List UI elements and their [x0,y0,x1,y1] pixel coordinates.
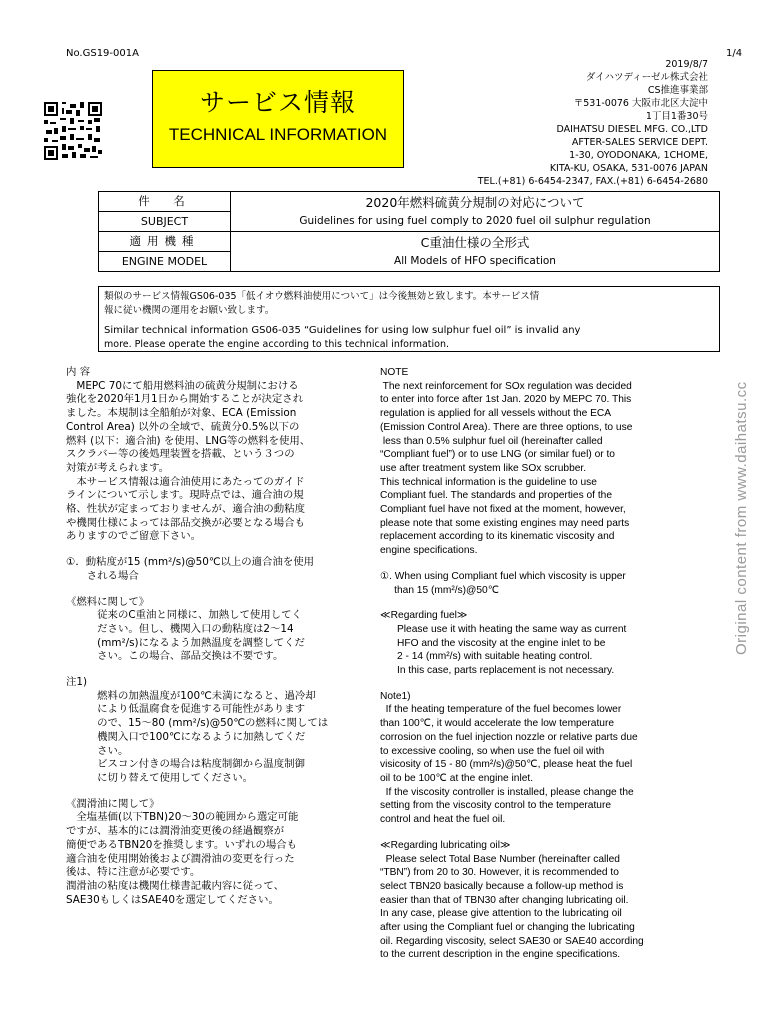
text-line: 燃料の加熱温度が100℃未満になると、過冷却 [66,689,316,702]
en-heading: NOTE [380,367,409,378]
text-line: により低温腐食を促進する可能性があります [66,703,305,716]
text-line: to the current description in the engine specifications. [380,949,621,961]
text-line: to excessive cooling, so when use the fuel oil with [380,745,605,757]
text-line: The next reinforcement for SOx regulation was decided [380,380,632,392]
document-number: No.GS19-001A [66,48,139,59]
text-line: This technical information is the guideline to use [380,476,597,488]
jp-intro [66,380,366,544]
text-line: 適合油を使用開始後および潤滑油の変更を行った [66,852,295,865]
text-line: ありますのでご留意下さい。 [66,530,202,543]
text-line: ださい。但し、機関入口の動粘度は2～14 [66,622,294,635]
notice-en-line2: more. Please operate the engine according to this technical information. [104,338,450,350]
subject-table [98,191,720,272]
text-line: ≪Regarding fuel≫ [380,610,468,622]
en-lube-section [380,839,680,962]
subject-label-jp: 件 名 [138,194,191,208]
qr-code-icon [44,102,102,160]
address-jp-line2: 1丁目1番30号 [645,111,708,122]
text-line: after using the Compliant fuel or changing the lubricating [380,922,635,934]
engine-value-cell [231,232,720,272]
text-line: In any case, please give attention to the lubricating oil [380,908,622,920]
date: 2019/8/7 [665,59,708,70]
jp-item1 [66,556,366,583]
text-line: ①．動粘度が15 (mm²/s)@50℃以上の適合油を使用 [66,556,315,569]
text-line: Please select Total Base Number (hereinafter called [380,853,620,865]
text-line: 燃料 (以下：適合油) を使用、LNG等の燃料を使用、 [66,434,311,447]
notice-jp-line1: 類似のサービス情報GS06-035「低イオウ燃料油使用について」は今後無効と致します。本サービス情 [104,291,540,302]
text-line: select TBN20 basically because a follow-up method is [380,880,624,892]
tel-fax: TEL.(+81) 6-6454-2347, FAX.(+81) 6-6454-2680 [477,176,708,187]
text-line: regulation is applied for all vessels without the ECA [380,408,612,420]
page-number: 1/4 [726,48,743,59]
text-line: use after treatment system like SOx scrubber. [380,462,587,474]
text-line: than 15 (mm²/s)@50℃ [380,584,500,596]
engine-label-jp: 適用機種 [129,234,200,248]
jp-fuel-section [66,596,366,665]
notice-jp-line2: 報に従い機関の運用をお願い致します。 [104,304,275,316]
engine-label-en: ENGINE MODEL [99,251,230,271]
watermark-text: Original content from www.daihatsu.cc [733,381,750,655]
notice-en-line1: Similar technical information GS06-035 “Guidelines for using low sulphur fuel oil” is invalid any [104,325,581,336]
japanese-column [66,366,366,907]
engine-en: All Models of HFO specification [394,254,556,267]
address-en-line2: KITA-KU, OSAKA, 531-0076 JAPAN [549,163,708,174]
text-line: ビスコン付きの場合は粘度制御から温度制御 [66,758,305,771]
engine-jp: C重油仕様の全形式 [420,234,530,250]
text-line: oil to be 100℃ at the engine inlet. [380,772,534,784]
text-line: control and heat the fuel oil. [380,814,506,826]
company-name-en: DAIHATSU DIESEL MFG. CO.,LTD [556,124,708,135]
address-jp-line1: 〒531-0076 大阪市北区大淀中 [573,98,708,109]
text-line: In this case, parts replacement is not necessary. [380,665,615,677]
text-line: ラインについて示します。現時点では、適合油の規 [66,489,304,502]
subject-en: Guidelines for using fuel comply to 2020 fuel oil sulphur regulation [299,214,651,227]
text-line: please note that some existing engines may need parts [380,517,630,529]
text-line: 機関入口で100℃になるように加熱してくだ [66,730,306,743]
jp-lube-section [66,798,366,908]
text-line: Compliant fuel. The standards and properties of the [380,490,612,502]
text-line: easier than that of TBN30 after changing lubricating oil. [380,894,629,906]
notice-box [98,286,720,352]
text-line: “Compliant fuel”) or to use LNG (or similar fuel) or to [380,449,615,461]
subject-label-en: SUBJECT [99,211,230,231]
text-line: 格、性状が定まっておりませんが、適合油の動粘度 [66,503,305,516]
text-line: Compliant fuel have not fixed at the moment, however, [380,504,626,516]
text-line: 全塩基価(以下TBN)20～30の範囲から選定可能 [66,811,299,824]
text-line: (mm²/s)になるよう加熱温度を調整してくだ [66,636,305,649]
text-line: される場合 [66,569,139,582]
jp-heading: 内 容 [66,366,91,378]
engine-label-cell [99,232,231,272]
sender-block [438,58,708,188]
text-line: や機関仕様によっては部品交換が必要となる場合も [66,516,305,529]
text-line: 2 - 14 (mm²/s) with suitable heating control. [380,651,593,663]
text-line: 簡便であるTBN20を推奨します。いずれの場合も [66,838,298,851]
text-line: If the viscosity controller is installed, please change the [380,786,634,798]
text-line: (Emission Control Area). There are three options, to use [380,421,633,433]
title-en: TECHNICAL INFORMATION [168,125,388,144]
text-line: 従来のC重油と同様に、加熱して使用してく [66,609,302,622]
jp-note1 [66,676,366,786]
text-line: Control Area) 以外の全域で、硫黄分0.5%以下の [66,420,300,433]
text-line: ですが、基本的には潤滑油変更後の経過観察が [66,825,285,838]
text-line: さい。 [66,744,129,757]
text-line: ≪Regarding lubricating oil≫ [380,839,511,851]
text-line: less than 0.5% sulphur fuel oil (hereinafter called [380,435,603,447]
en-note1 [380,690,680,827]
title-box [152,70,404,168]
company-name-jp: ダイハツディーゼル株式会社 [585,72,708,83]
text-line: replacement according to its kinematic viscosity and [380,531,615,543]
text-line: visicosity of 15 - 80 (mm²/s)@50℃, please heat the fuel [380,759,633,771]
text-line: 《燃料に関して》 [66,595,150,608]
text-line: than 100℃, it would accelerate the low temperature [380,718,614,730]
department-jp: CS推進事業部 [647,85,708,96]
text-line: “TBN”) from 20 to 30. However, it is recommended to [380,867,619,879]
text-line: 注1) [66,676,88,689]
text-line: さい。この場合、部品交換は不要です。 [66,650,284,663]
text-line: に切り替えて使用してください。 [66,771,254,784]
text-line: MEPC 70にて船用燃料油の硫黄分規制における [66,379,299,392]
text-line: ので、15～80 (mm²/s)@50℃の燃料に関しては [66,717,329,730]
text-line: 対策が考えられます。 [66,461,170,474]
subject-value-cell [231,192,720,232]
text-line: HFO and the viscosity at the engine inlet to be [380,637,606,649]
en-intro [380,380,680,558]
en-item1 [380,570,680,597]
text-line: スクラバー等の後処理装置を搭載、という３つの [66,448,295,461]
text-line: Please use it with heating the same way as current [380,623,627,635]
text-line: oil. Regarding viscosity, select SAE30 or SAE40 according [380,935,644,947]
text-line: ①. When using Compliant fuel which viscosity is upper [380,570,626,582]
text-line: to enter into force after 1st Jan. 2020 by MEPC 70. This [380,394,632,406]
text-line: 後は、特に注意が必要です。 [66,866,201,879]
text-line: setting from the viscosity control to the temperature [380,800,612,812]
text-line: engine specifications. [380,545,478,557]
department-en: AFTER-SALES SERVICE DEPT. [571,137,708,148]
text-line: Note1) [380,690,411,702]
subject-jp: 2020年燃料硫黄分規制の対応について [365,194,585,210]
text-line: 《潤滑油に関して》 [66,797,160,810]
text-line: If the heating temperature of the fuel becomes lower [380,704,622,716]
title-jp: サービス情報 [199,88,356,117]
subject-label-cell [99,192,231,232]
text-line: SAE30もしくはSAE40を選定してください。 [66,893,279,906]
text-line: 本サービス情報は適合油使用にあたってのガイド [66,475,305,488]
text-line: ました。本規制は全船舶が対象、ECA (Emission [66,407,297,420]
address-en-line1: 1-30, OYODONAKA, 1CHOME, [569,150,708,161]
english-column [380,366,680,962]
text-line: 強化を2020年1月1日から開始することが決定され [66,393,304,406]
en-fuel-section [380,609,680,678]
text-line: corrosion on the fuel injection nozzle or relative parts due [380,731,638,743]
text-line: 潤滑油の粘度は機関仕様書記載内容に従って、 [66,879,284,892]
